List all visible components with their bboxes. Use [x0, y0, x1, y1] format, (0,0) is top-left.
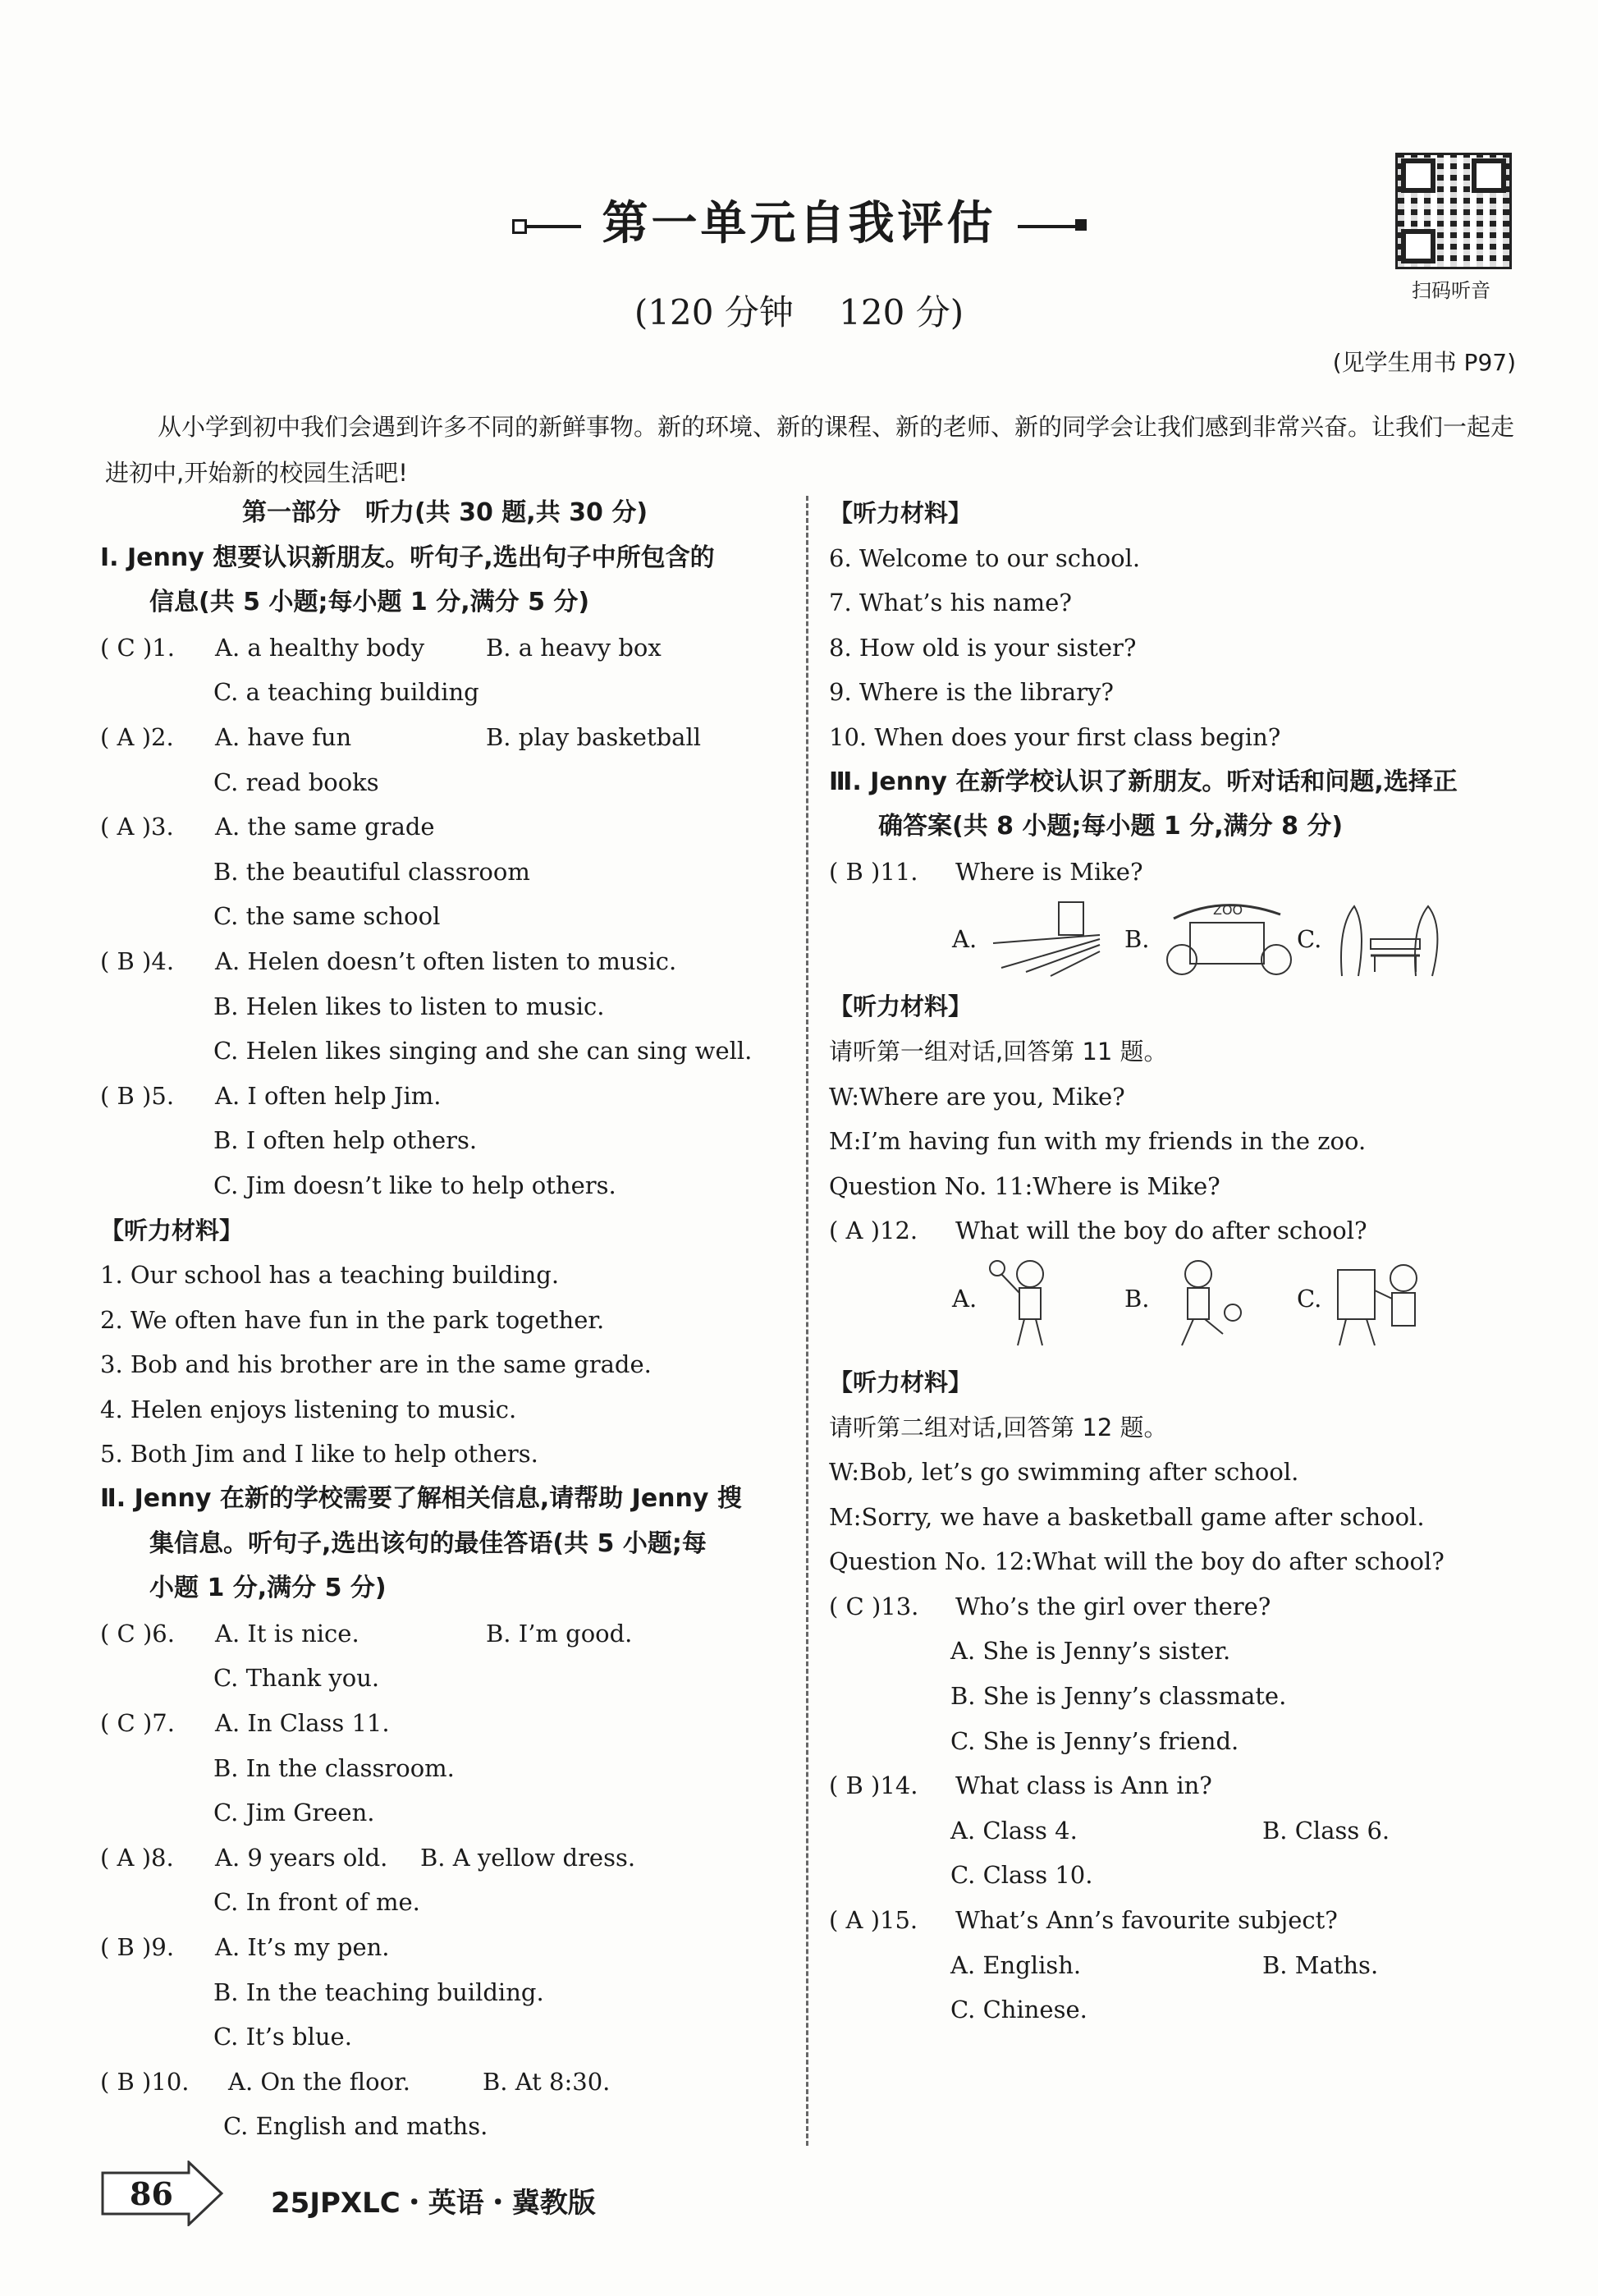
option-b: B. In the classroom. [213, 1753, 455, 1782]
answer-6: ( C )6. [100, 1619, 175, 1648]
column-divider [806, 496, 808, 2146]
question-11-pictures: A. B. ZOO C. [829, 894, 1535, 984]
section-1-heading-cont: 信息(共 5 小题;每小题 1 分,满分 5 分) [149, 588, 590, 617]
material-line: W:Where are you, Mike? [829, 1082, 1125, 1111]
section-2-heading: Ⅱ. Jenny 在新的学校需要了解相关信息,请帮助 Jenny 搜 [100, 1484, 742, 1514]
section-1-heading: Ⅰ. Jenny 想要认识新朋友。听句子,选出句子中所包含的 [100, 543, 715, 572]
question-text: Who’s the girl over there? [955, 1592, 1271, 1620]
book-reference: (见学生用书 P97) [1332, 349, 1516, 376]
section-2-heading-cont: 集信息。听句子,选出该句的最佳答语(共 5 小题;每 [149, 1528, 707, 1558]
material-line: 请听第二组对话,回答第 12 题。 [829, 1413, 1168, 1441]
answer-14: ( B )14. [829, 1771, 918, 1800]
option-c: C. She is Jenny’s friend. [950, 1726, 1239, 1755]
answer-4: ( B )4. [100, 946, 175, 975]
option-a: A. It is nice. [215, 1619, 359, 1648]
material-line: Question No. 12:What will the boy do after school? [829, 1547, 1445, 1576]
answer-11: ( B )11. [829, 857, 918, 886]
material-line: 2. We often have fun in the park together. [100, 1305, 605, 1334]
question-1 [100, 626, 790, 671]
option-c: C. the same school [213, 902, 441, 931]
option-b: B. She is Jenny’s classmate. [950, 1682, 1287, 1711]
time-and-score: (120 分钟 120 分) [634, 292, 964, 332]
answer-13: ( C )13. [829, 1592, 919, 1620]
qr-code-icon[interactable] [1395, 153, 1512, 269]
section-3-heading: Ⅲ. Jenny 在新学校认识了新朋友。听对话和问题,选择正 [829, 767, 1458, 796]
option-c: C. In front of me. [213, 1888, 420, 1917]
question-text: What will the boy do after school? [955, 1217, 1367, 1245]
option-a: A. the same grade [215, 813, 435, 841]
option-a: A. In Class 11. [215, 1709, 390, 1738]
option-b: B. Helen likes to listen to music. [213, 992, 605, 1020]
answer-8: ( A )8. [100, 1843, 174, 1872]
option-a: A. I often help Jim. [215, 1081, 442, 1110]
page-number: 86 [130, 2175, 173, 2212]
option-b: B. At 8:30. [483, 2067, 611, 2096]
option-b: B. I often help others. [213, 1126, 478, 1155]
option-c: C. a teaching building [213, 678, 479, 707]
question-text: Where is Mike? [955, 857, 1143, 886]
boy-football-icon [1157, 1253, 1248, 1352]
zoo-icon [1157, 894, 1297, 984]
option-c: C. Chinese. [950, 1996, 1087, 2024]
material-line: M:I’m having fun with my friends in the zoo. [829, 1127, 1367, 1156]
material-line: Question No. 11:Where is Mike? [829, 1171, 1220, 1200]
option-a: A. 9 years old. [215, 1843, 388, 1872]
question-8 [100, 1835, 790, 1881]
page-title: 第一单元自我评估 [0, 187, 1598, 253]
material-line: 10. When does your first class begin? [829, 722, 1281, 751]
answer-7: ( C )7. [100, 1709, 175, 1738]
question-text: What class is Ann in? [955, 1771, 1212, 1800]
option-c: C. Thank you. [213, 1664, 380, 1693]
playground-icon [985, 894, 1108, 984]
option-b: B. play basketball [486, 722, 702, 751]
question-5 [100, 1074, 790, 1119]
material-line: 1. Our school has a teaching building. [100, 1261, 560, 1290]
title-decoration-left [524, 225, 581, 228]
option-c: C. Helen likes singing and she can sing well. [213, 1037, 753, 1066]
material-line: 9. Where is the library? [829, 678, 1114, 707]
question-4 [100, 939, 790, 984]
listening-material-heading: 【听力材料】 [829, 1368, 973, 1396]
question-13 [829, 1584, 1535, 1629]
right-column [829, 491, 1535, 2032]
option-c: C. read books [213, 768, 379, 796]
material-line: 7. What’s his name? [829, 589, 1072, 617]
question-10 [100, 2060, 790, 2105]
material-line: W:Bob, let’s go swimming after school. [829, 1458, 1299, 1487]
option-a: A. Class 4. [950, 1816, 1078, 1845]
section-2-heading-cont: 小题 1 分,满分 5 分) [149, 1574, 387, 1603]
option-c: C. English and maths. [223, 2112, 488, 2141]
option-a: A. have fun [215, 722, 352, 751]
options-ab [829, 1943, 1535, 1988]
option-b: B. I’m good. [486, 1619, 633, 1648]
option-a: A. She is Jenny’s sister. [950, 1637, 1231, 1666]
option-c: C. Class 10. [950, 1861, 1093, 1890]
boy-basketball-icon [985, 1253, 1075, 1352]
options-ab [829, 1808, 1535, 1854]
option-a: A. a healthy body [215, 633, 425, 662]
title-decoration-right [1018, 225, 1075, 228]
answer-12: ( A )12. [829, 1217, 918, 1245]
section-3-heading-cont: 确答案(共 8 小题;每小题 1 分,满分 8 分) [878, 812, 1344, 841]
material-line: 4. Helen enjoys listening to music. [100, 1395, 517, 1423]
question-text: What’s Ann’s favourite subject? [955, 1906, 1338, 1935]
option-b: B. Class 6. [1262, 1816, 1390, 1845]
option-c: C. Jim Green. [213, 1799, 375, 1827]
listening-material-heading: 【听力材料】 [100, 1216, 244, 1244]
option-b: B. A yellow dress. [420, 1843, 636, 1872]
material-line: M:Sorry, we have a basketball game after school. [829, 1502, 1425, 1531]
material-line: 6. Welcome to our school. [829, 543, 1141, 572]
answer-9: ( B )9. [100, 1933, 175, 1961]
answer-3: ( A )3. [100, 813, 174, 841]
boy-painting-icon [1330, 1253, 1436, 1352]
park-bench-icon [1330, 894, 1453, 984]
material-line: 请听第一组对话,回答第 11 题。 [829, 1037, 1168, 1066]
option-a: A. English. [950, 1950, 1082, 1979]
question-2 [100, 715, 790, 760]
option-b: B. In the teaching building. [213, 1977, 544, 2006]
left-column [100, 491, 790, 2149]
question-6 [100, 1611, 790, 1657]
material-line: 5. Both Jim and I like to help others. [100, 1440, 538, 1469]
option-a: A. Helen doesn’t often listen to music. [215, 946, 677, 975]
answer-15: ( A )15. [829, 1906, 918, 1935]
answer-1: ( C )1. [100, 633, 175, 662]
option-c: C. It’s blue. [213, 2023, 352, 2051]
option-a: A. On the floor. [228, 2067, 410, 2096]
intro-paragraph: 从小学到初中我们会遇到许多不同的新鲜事物。新的环境、新的课程、新的老师、新的同学会让我们感到非常兴奋。让我们一起走进初中,开始新的校园生活吧! [105, 413, 1515, 487]
part-title: 第一部分 听力(共 30 题,共 30 分) [241, 498, 648, 527]
book-edition: 25JPXLC・英语・冀教版 [271, 2187, 596, 2220]
question-12 [829, 1208, 1535, 1253]
answer-5: ( B )5. [100, 1081, 175, 1110]
material-line: 3. Bob and his brother are in the same grade. [100, 1350, 652, 1379]
qr-label: 扫码听音 [1412, 279, 1490, 302]
answer-2: ( A )2. [100, 722, 174, 751]
question-9 [100, 1925, 790, 1970]
svg-text:ZOO: ZOO [1213, 902, 1243, 919]
option-b: B. a heavy box [486, 633, 662, 662]
material-line: 8. How old is your sister? [829, 633, 1137, 662]
question-11 [829, 850, 1535, 895]
listening-material-heading: 【听力材料】 [829, 499, 973, 527]
option-b: B. Maths. [1262, 1950, 1379, 1979]
question-15 [829, 1898, 1535, 1943]
question-7 [100, 1701, 790, 1746]
answer-10: ( B )10. [100, 2067, 190, 2096]
question-14 [829, 1763, 1535, 1808]
listening-material-heading: 【听力材料】 [829, 992, 973, 1021]
question-3 [100, 804, 790, 850]
option-a: A. It’s my pen. [215, 1933, 390, 1961]
option-b: B. the beautiful classroom [213, 857, 530, 886]
option-c: C. Jim doesn’t like to help others. [213, 1171, 616, 1199]
question-12-pictures: A. B. C. [829, 1253, 1535, 1360]
